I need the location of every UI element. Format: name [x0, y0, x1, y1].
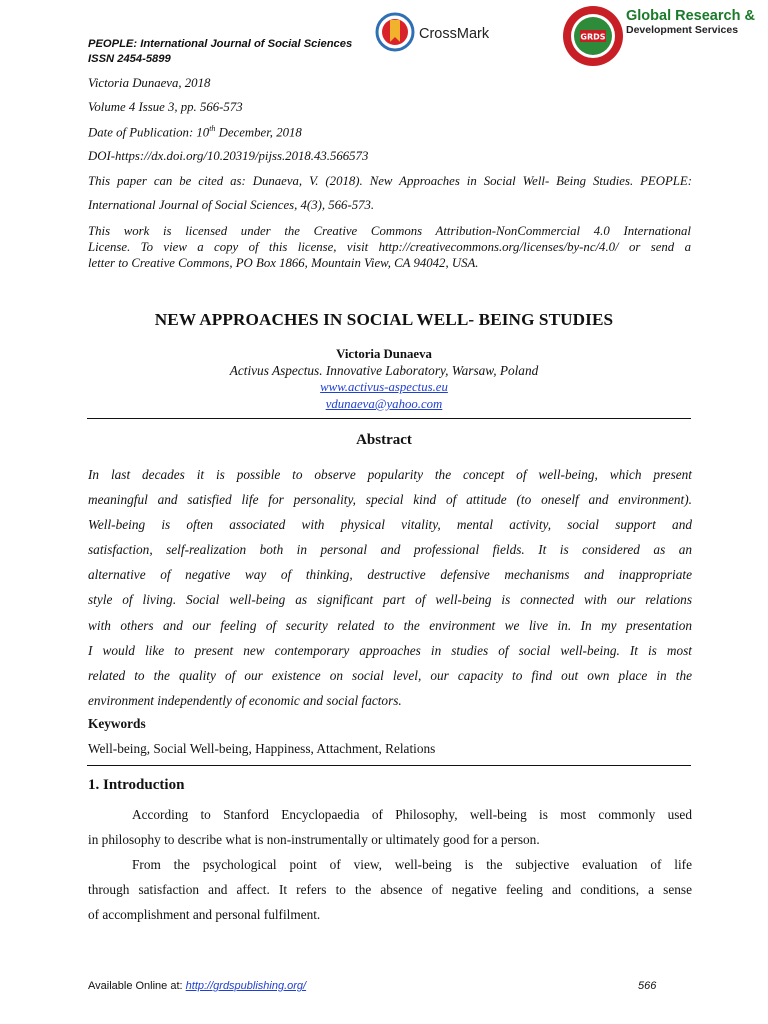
divider — [87, 765, 691, 766]
website-link[interactable]: www.activus-aspectus.eu — [320, 380, 448, 394]
intro-paragraph-1 — [88, 802, 692, 852]
page-number: 566 — [638, 980, 657, 992]
issn: ISSN 2454-5899 — [88, 53, 171, 65]
abstract-line: with others and our feeling of security related to the environment we live in. In my presentation — [88, 617, 692, 633]
abstract-line: In last decades it is possible to observe popularity the concept of well-being, which present — [88, 467, 692, 482]
abstract-line: Well-being is often associated with physical vitality, mental activity, social support and — [88, 517, 692, 533]
journal-name: PEOPLE: International Journal of Social Sciences — [88, 38, 353, 50]
introduction-heading: 1. Introduction — [88, 777, 185, 793]
abstract-line: meaningful and satisfied life for personality, special kind of attitude (to oneself and environment). — [88, 492, 692, 508]
body-line: through satisfaction and affect. It refers to the absence of negative feeling and conditions, a sense — [88, 882, 692, 898]
body-line: of accomplishment and personal fulfilment. — [88, 907, 321, 923]
body-line: From the psychological point of view, well-being is the subjective evaluation of life — [132, 857, 692, 872]
grds-subtitle: Development Services — [626, 24, 739, 36]
grds-logo — [562, 5, 755, 67]
keywords-heading: Keywords — [88, 716, 146, 731]
license-line: This work is licensed under the Creative Commons Attribution-NonCommercial 4.0 International — [88, 224, 691, 238]
abstract-line: satisfaction, self-realization both in personal and professional fields. It is considered as an — [88, 542, 692, 558]
author-year: Victoria Dunaeva, 2018 — [88, 76, 211, 90]
svg-text:GRDS: GRDS — [580, 32, 606, 42]
cite-line-2: International Journal of Social Sciences, 4(3), 566-573. — [88, 198, 375, 212]
volume: Volume 4 Issue 3, pp. 566-573 — [88, 100, 243, 114]
crossmark-badge[interactable] — [375, 12, 489, 56]
grds-seal-icon — [562, 5, 624, 67]
cite-line-1: This paper can be cited as: Dunaeva, V. (2018). New Approaches in Social Well- Being Studies. PEOPLE: — [88, 174, 692, 188]
crossmark-logo-icon — [375, 12, 415, 56]
body-line: According to Stanford Encyclopaedia of Philosophy, well-being is most commonly used — [132, 807, 692, 822]
abstract-line: related to the quality of our existence on social level, our capacity to find out own place in the — [88, 667, 692, 683]
abstract-body — [88, 462, 692, 713]
abstract-line: environment independently of economic and social factors. — [88, 692, 402, 708]
divider — [87, 418, 691, 419]
grds-title: Global Research & — [626, 8, 755, 24]
affiliation: Activus Aspectus. Innovative Laboratory, Warsaw, Poland — [229, 363, 539, 378]
abstract-line: style of living. Social well-being as significant part of well-being is connected with our relations — [88, 592, 692, 608]
license-notice — [88, 223, 691, 271]
body-line: in philosophy to describe what is non-instrumentally or ultimately good for a person. — [88, 832, 540, 848]
author-name: Victoria Dunaeva — [336, 347, 432, 361]
footer-available: Available Online at: http://grdspublishing.org/ — [88, 980, 307, 992]
publication-date: Date of Publication: 10th December, 2018 — [88, 124, 302, 140]
intro-paragraph-2 — [88, 852, 692, 927]
abstract-line: I would like to present new contemporary approaches in studies of social well-being. It is most — [88, 642, 692, 658]
abstract-heading: Abstract — [356, 432, 412, 448]
keywords-text: Well-being, Social Well-being, Happiness, Attachment, Relations — [88, 741, 436, 756]
crossmark-label: CrossMark — [419, 26, 490, 42]
footer-url-link[interactable]: http://grdspublishing.org/ — [185, 980, 307, 992]
license-line: License. To view a copy of this license, visit http://creativecommons.org/licenses/by-nc/4.0/ or send a — [88, 240, 691, 254]
paper-title: NEW APPROACHES IN SOCIAL WELL- BEING STUDIES — [154, 310, 614, 329]
email-link[interactable]: vdunaeva@yahoo.com — [325, 397, 443, 411]
doi[interactable]: DOI-https://dx.doi.org/10.20319/pijss.2018.43.566573 — [88, 149, 369, 163]
abstract-line: alternative of negative way of thinking, destructive defensive mechanisms and inappropriate — [88, 567, 692, 583]
license-line: letter to Creative Commons, PO Box 1866, Mountain View, CA 94042, USA. — [88, 256, 479, 270]
